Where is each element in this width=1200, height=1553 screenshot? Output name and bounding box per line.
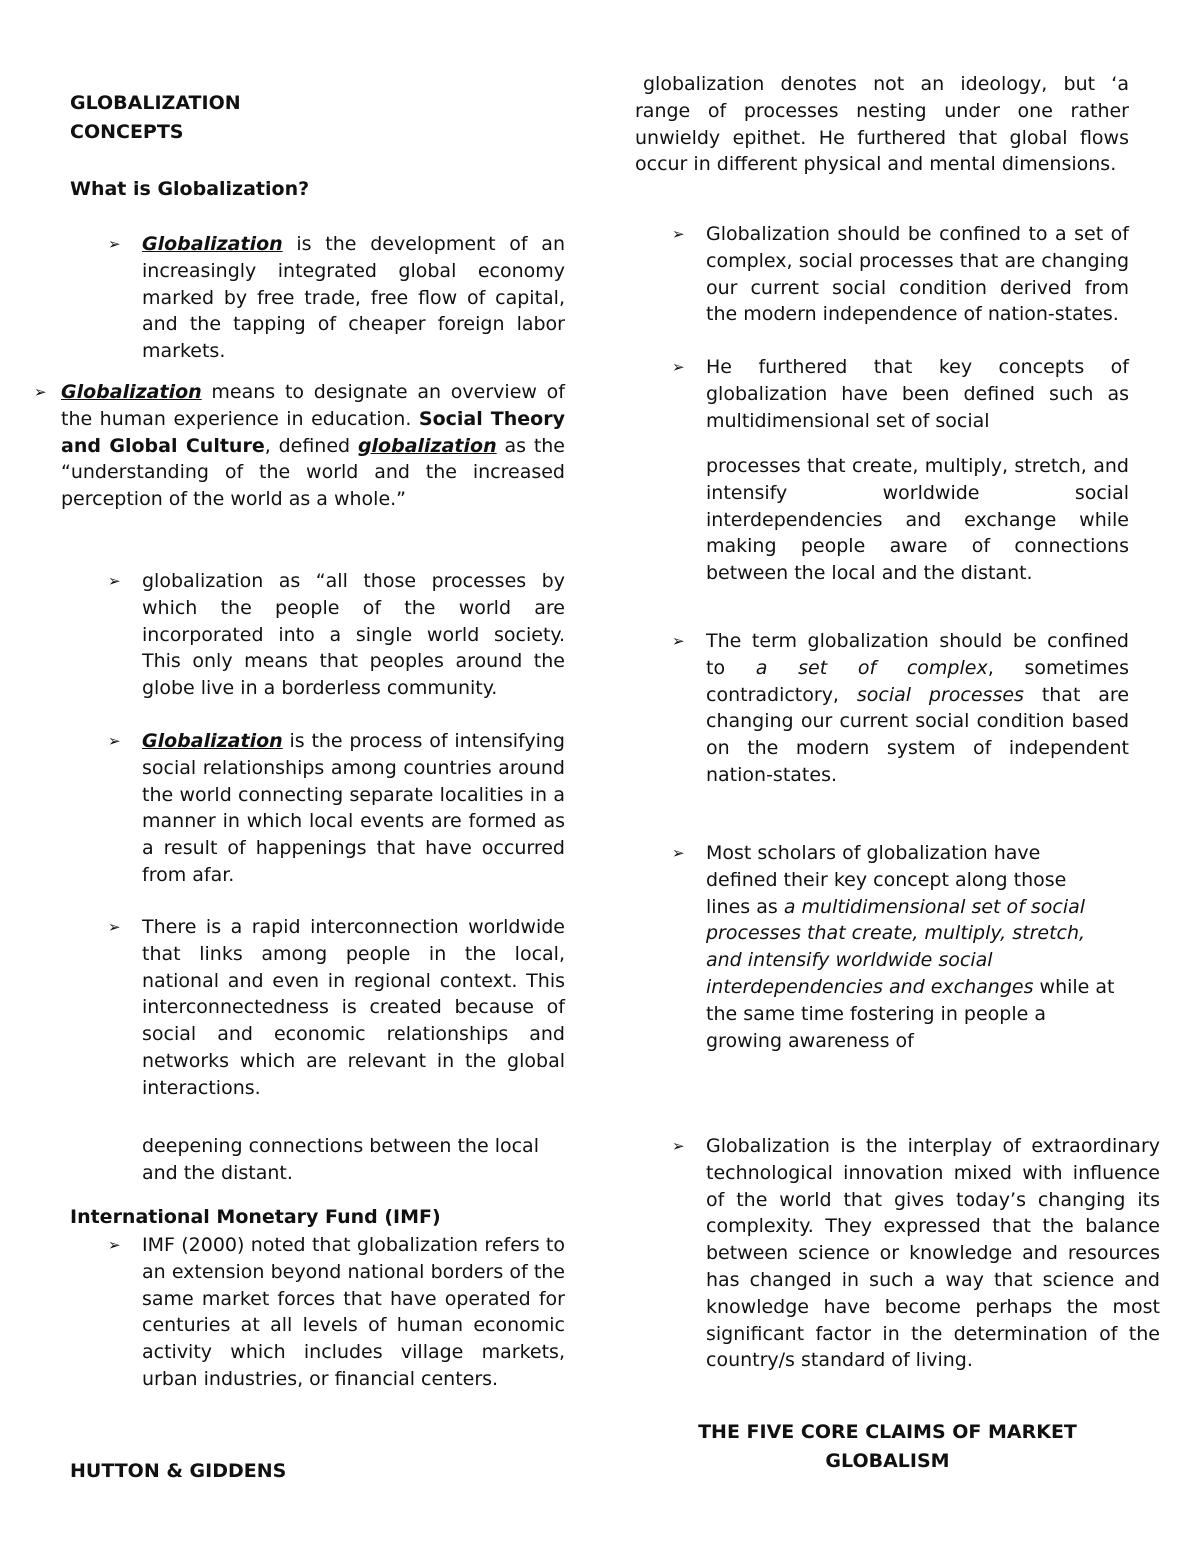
right-paragraph-5: Globalization is the interplay of extraordinary technological innovation mixed with influence of the world that gives today’s changing its complexity. They expressed that the balance between science or knowledge and resources has changed in such a way that science and knowledge have become perhaps the most significant factor in the determination of the country/s standard of living. bbox=[706, 1135, 1160, 1372]
page-title-line2: CONCEPTS bbox=[70, 121, 184, 143]
right-paragraph-1: Globalization should be confined to a set of complex, social processes that are changing our current social condition derived from the modern independence of nation-states. bbox=[706, 223, 1129, 326]
section-heading-hutton-giddens: HUTTON & GIDDENS bbox=[70, 1460, 287, 1482]
bullet-arrow-icon: ➢ bbox=[108, 572, 121, 590]
section-heading-imf: International Monetary Fund (IMF) bbox=[70, 1206, 441, 1228]
definition-paragraph-3: globalization as “all those processes by which the people of the world are incorporated into a single world society. This only means that peoples around the globe live in a borderless community. bbox=[142, 570, 565, 700]
section-heading-what-is: What is Globalization? bbox=[70, 178, 310, 200]
right-paragraph-3: The term globalization should be confined to a set of complex, sometimes contradictory, social processes that are changing our current social condition based on the modern system of independent nation-states. bbox=[706, 630, 1130, 786]
right-paragraph-4: Most scholars of globalization have defined their key concept along those lines as a multidimensional set of social processes that create, multiply, stretch, and intensify worldwide social interdependencies and exchanges while at the same time fostering in people a growing awareness of bbox=[706, 842, 1115, 1052]
definition-paragraph-2: Globalization means to designate an overview of the human experience in education. Social Theory and Global Culture, defined globalization as the “understanding of the world and the increased perception of the world as a whole.” bbox=[61, 381, 565, 511]
continuation-text: deepening connections between the local and the distant. bbox=[142, 1135, 539, 1184]
intro-paragraph: globalization denotes not an ideology, but ‘a range of processes nesting under one rather unwieldy epithet. He furthered that global flows occur in different physical and mental dimensions. bbox=[635, 73, 1129, 176]
definition-paragraph-1: Globalization is the development of an increasingly integrated global economy marked by free trade, free flow of capital, and the tapping of cheaper foreign labor markets. bbox=[142, 233, 565, 363]
imf-paragraph: IMF (2000) noted that globalization refers to an extension beyond national borders of the same market forces that have operated for centuries at all levels of human economic activity which includes village markets, urban industries, or financial centers. bbox=[142, 1234, 565, 1390]
term-globalization: Globalization bbox=[142, 730, 283, 752]
bullet-arrow-icon: ➢ bbox=[672, 358, 685, 376]
bullet-arrow-icon: ➢ bbox=[108, 732, 121, 750]
bullet-arrow-icon: ➢ bbox=[108, 1236, 121, 1254]
bullet-arrow-icon: ➢ bbox=[672, 632, 685, 650]
source-title: Social Theory and Global Culture bbox=[61, 407, 565, 457]
bullet-arrow-icon: ➢ bbox=[672, 225, 685, 243]
right-paragraph-2: He furthered that key concepts of globalization have been defined such as multidimensional set of social bbox=[706, 356, 1129, 432]
definition-paragraph-5: There is a rapid interconnection worldwide that links among people in the local, national and even in regional context. This interconnectedness is created because of social and economic relationships and networks which are relevant in the global interactions. bbox=[142, 916, 565, 1099]
page-title-line1: GLOBALIZATION bbox=[70, 92, 241, 114]
bullet-arrow-icon: ➢ bbox=[672, 844, 685, 862]
bullet-arrow-icon: ➢ bbox=[108, 918, 121, 936]
section-heading-five-core-claims: THE FIVE CORE CLAIMS OF MARKET GLOBALISM bbox=[698, 1421, 1077, 1472]
definition-paragraph-4: Globalization is the process of intensifying social relationships among countries around the world connecting separate localities in a manner in which local events are formed as a result of happenings that have occurred from afar. bbox=[142, 730, 565, 886]
bullet-arrow-icon: ➢ bbox=[34, 383, 47, 401]
bullet-arrow-icon: ➢ bbox=[672, 1137, 685, 1155]
term-globalization: Globalization bbox=[61, 381, 202, 403]
term-globalization-inline: globalization bbox=[357, 434, 497, 457]
term-globalization: Globalization bbox=[142, 233, 283, 255]
bullet-arrow-icon: ➢ bbox=[108, 235, 121, 253]
page-title bbox=[70, 89, 370, 147]
right-continuation: processes that create, multiply, stretch, and intensify worldwide social interdependencies and exchange while making people aware of connections between the local and the distant. bbox=[706, 455, 1129, 585]
